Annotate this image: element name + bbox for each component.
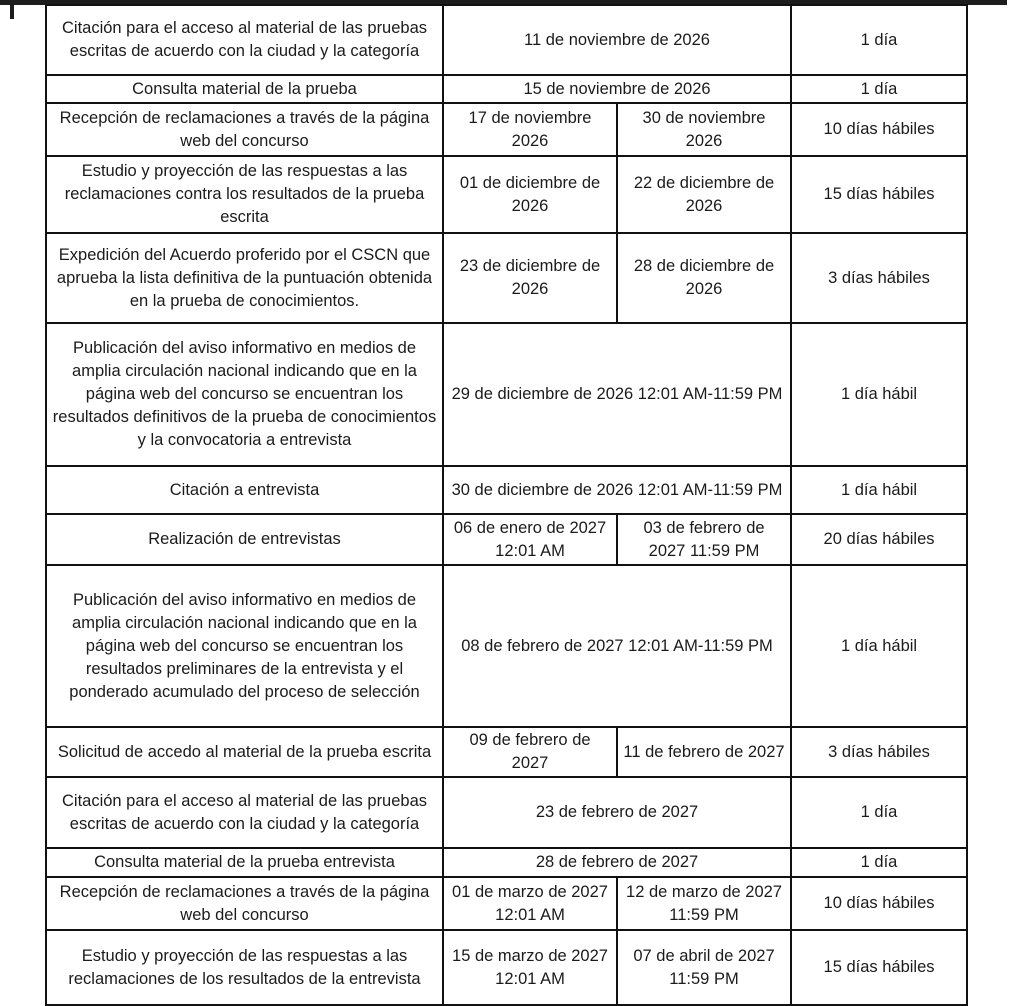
- date-end-cell: 28 de diciembre de 2026: [617, 233, 791, 323]
- schedule-table-container: [45, 4, 968, 1006]
- duration-cell: 1 día: [791, 75, 967, 103]
- table-row: [46, 930, 967, 1005]
- date-end-cell: 03 de febrero de 2027 11:59 PM: [617, 514, 791, 565]
- table-row: [46, 156, 967, 233]
- date-end-cell: 22 de diciembre de 2026: [617, 156, 791, 233]
- date-start-cell: 06 de enero de 2027 12:01 AM: [443, 514, 617, 565]
- duration-cell: 1 día hábil: [791, 565, 967, 727]
- table-row: [46, 233, 967, 323]
- date-cell: 29 de diciembre de 2026 12:01 AM-11:59 PM: [443, 323, 791, 466]
- duration-cell: 20 días hábiles: [791, 514, 967, 565]
- date-cell: 23 de febrero de 2027: [443, 777, 791, 848]
- table-row: [46, 75, 967, 103]
- date-start-cell: 23 de diciembre de 2026: [443, 233, 617, 323]
- duration-cell: 10 días hábiles: [791, 877, 967, 930]
- date-start-cell: 01 de marzo de 2027 12:01 AM: [443, 877, 617, 930]
- duration-cell: 3 días hábiles: [791, 727, 967, 777]
- duration-cell: 3 días hábiles: [791, 233, 967, 323]
- table-row: [46, 777, 967, 848]
- duration-cell: 15 días hábiles: [791, 156, 967, 233]
- activity-cell: Citación para el acceso al material de las pruebas escritas de acuerdo con la ciudad y la categoría: [46, 777, 443, 848]
- activity-cell: Recepción de reclamaciones a través de la página web del concurso: [46, 103, 443, 156]
- date-end-cell: 30 de noviembre 2026: [617, 103, 791, 156]
- duration-cell: 1 día: [791, 5, 967, 75]
- table-row: [46, 323, 967, 466]
- date-end-cell: 12 de marzo de 2027 11:59 PM: [617, 877, 791, 930]
- date-start-cell: 01 de diciembre de 2026: [443, 156, 617, 233]
- schedule-table-body: [46, 5, 967, 1005]
- duration-cell: 1 día hábil: [791, 466, 967, 514]
- table-row: [46, 877, 967, 930]
- activity-cell: Citación para el acceso al material de las pruebas escritas de acuerdo con la ciudad y la categoría: [46, 5, 443, 75]
- table-row: [46, 727, 967, 777]
- table-row: [46, 5, 967, 75]
- table-row: [46, 103, 967, 156]
- activity-cell: Solicitud de accedo al material de la prueba escrita: [46, 727, 443, 777]
- activity-cell: Recepción de reclamaciones a través de la página web del concurso: [46, 877, 443, 930]
- activity-cell: Expedición del Acuerdo proferido por el CSCN que aprueba la lista definitiva de la puntuación obtenida en la prueba de conocimientos.: [46, 233, 443, 323]
- date-start-cell: 15 de marzo de 2027 12:01 AM: [443, 930, 617, 1005]
- date-end-cell: 07 de abril de 2027 11:59 PM: [617, 930, 791, 1005]
- activity-cell: Estudio y proyección de las respuestas a las reclamaciones contra los resultados de la prueba escrita: [46, 156, 443, 233]
- activity-cell: Citación a entrevista: [46, 466, 443, 514]
- duration-cell: 10 días hábiles: [791, 103, 967, 156]
- activity-cell: Publicación del aviso informativo en medios de amplia circulación nacional indicando que en la página web del concurso se encuentran los resultados definitivos de la prueba de conocimientos y la convocatoria a entrevista: [46, 323, 443, 466]
- activity-cell: Publicación del aviso informativo en medios de amplia circulación nacional indicando que en la página web del concurso se encuentran los resultados preliminares de la entrevista y el ponderado acumulado del proceso de selección: [46, 565, 443, 727]
- schedule-table: [45, 4, 968, 1006]
- date-end-cell: 11 de febrero de 2027: [617, 727, 791, 777]
- activity-cell: Realización de entrevistas: [46, 514, 443, 565]
- table-row: [46, 848, 967, 877]
- table-row: [46, 514, 967, 565]
- duration-cell: 15 días hábiles: [791, 930, 967, 1005]
- duration-cell: 1 día: [791, 777, 967, 848]
- activity-cell: Consulta material de la prueba: [46, 75, 443, 103]
- cropped-left-border-stub: [10, 0, 14, 19]
- table-row: [46, 466, 967, 514]
- date-cell: 08 de febrero de 2027 12:01 AM-11:59 PM: [443, 565, 791, 727]
- activity-cell: Consulta material de la prueba entrevista: [46, 848, 443, 877]
- date-cell: 15 de noviembre de 2026: [443, 75, 791, 103]
- table-row: [46, 565, 967, 727]
- date-start-cell: 17 de noviembre 2026: [443, 103, 617, 156]
- duration-cell: 1 día hábil: [791, 323, 967, 466]
- date-cell: 30 de diciembre de 2026 12:01 AM-11:59 PM: [443, 466, 791, 514]
- date-cell: 11 de noviembre de 2026: [443, 5, 791, 75]
- date-start-cell: 09 de febrero de 2027: [443, 727, 617, 777]
- duration-cell: 1 día: [791, 848, 967, 877]
- activity-cell: Estudio y proyección de las respuestas a las reclamaciones de los resultados de la entrevista: [46, 930, 443, 1005]
- date-cell: 28 de febrero de 2027: [443, 848, 791, 877]
